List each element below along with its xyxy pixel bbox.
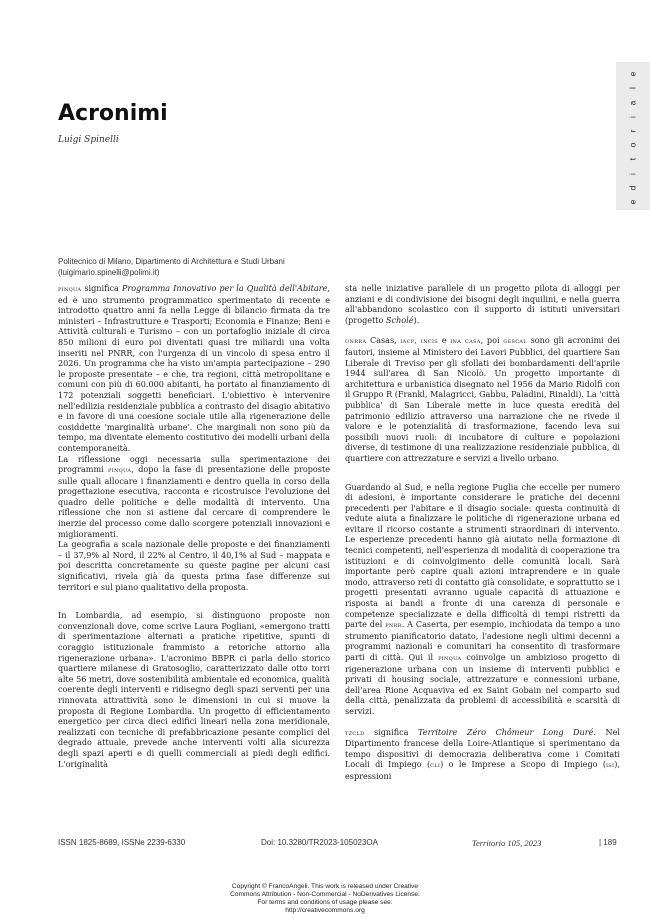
footer-page-number: | 189	[599, 838, 617, 847]
license-line: Commons Attribution - Non-Commercial - NoDerivatives License.	[230, 891, 420, 898]
license-line: For terms and conditions of usage please see:	[257, 899, 393, 906]
license-link[interactable]: http://creativecommons.org	[285, 907, 365, 914]
paragraph: La riflessione oggi necessaria sulla sperimentazione dei programmi pinqua, dopo la fase di presentazione delle proposte sulle quali allocare i finanziamenti e dentro quella in corso della progettazione esecutiva, racconta e ricostruisce l'evoluzione del quadro delle politiche e delle modalità di intervento. Una riflessione che non si astiene dal cercare di comprendere le inerzie del processo come dallo scorgere potenziali innovazioni e miglioramenti.	[58, 453, 330, 539]
paragraph: In Lombardia, ad esempio, si distinguono proposte non convenzionali dove, come scrive Laura Pogliani, «emergono tratti di sperimentazione alternati a pratiche ripetitive, spunti di coraggio istituzionale frammisto a retoriche attorno alla rigenerazione urbana». L'acronimo BBPR ci parla dello storico quartiere milanese di Gratosoglio, caratterizzato dalle otto torri alte 56 metri, dove sostenibilità ambientale ed economica, qualità coerente degli interventi e ridisegno degli spazi serventi per una rinnovata attrattività sono le dimensioni in cui si muove la proposta di Regione Lombardia. Un progetto di efficientamento energetico per circa dieci edifici lineari nella zona meridionale, realizzati con tecniche di prefabbricazione pesante complici del degrado attuale, prevede anche interventi volti alla sicurezza degli spazi aperti e di quelli commerciali ai piedi degli edifici. L'originalità	[58, 610, 330, 769]
footer-issn: ISSN 1825-8689, ISSNe 2239-6330	[58, 838, 186, 847]
footer-journal: Territorio 105, 2023	[472, 838, 542, 848]
paragraph: pinqua significa Programma Innovativo per la Qualità dell'Abitare, ed è uno strumento programmatico sperimentato di recente e introdotto quattro anni fa nella Legge di bilancio firmata da tre ministeri – Infrastrutture e Trasporti; Economia e Finanze; Beni e Attività culturali e Turismo – con un portafoglio iniziale di circa 850 milioni di euro poi diventati quasi tre miliardi una volta inseriti nel PNRR, con l'urgenza di un vincolo di spesa entro il 2026. Un programma che ha visto un'ampia partecipazione – 290 le proposte presentate – e che, tra regioni, città metropolitane e comuni con più di 60.000 abitanti, ha portato al finanziamento di 172 potenziali soggetti beneficiari. L'obiettivo è intervenire nell'edilizia residenziale pubblica a contrasto del disagio abitativo e in favore di una coesione sociale utile alla rigenerazione delle cosiddette 'marginalità urbane'. Che marginali non sono più da tempo, ma diventate elemento costitutivo dei modelli urbani della contemporaneità.	[58, 283, 330, 453]
section-tab-letter: e	[627, 198, 638, 205]
section-tab-letter: d	[627, 184, 638, 191]
footer-doi: Doi: 10.3280/TR2023-105023OA	[261, 838, 378, 847]
section-tab-letter: a	[627, 99, 638, 105]
section-tab-letter: o	[627, 141, 638, 148]
license-line: Copyright © FrancoAngeli. This work is released under Creative	[231, 883, 419, 890]
section-tab-letter: l	[627, 86, 638, 90]
paragraph: Guardando al Sud, e nella regione Puglia che eccelle per numero di adesioni, è importante considerare le pratiche dei decenni precedenti per l'abitare e il disagio sociale: questa continuità di vedute aiuta a finalizzare le politiche di rigenerazione urbana ed evitare il ricorso costante a strumenti straordinari di intervento. Le esperienze precedenti hanno già aiutato nella formazione di tecnici competenti, nell'esperienza di modalità di cooperazione tra istituzioni e di coinvolgimento delle comunità locali. Sarà importante però capire quali azioni intraprendere e in quale modo, attraverso reti di contatto già consolidate, e soprattutto se i progetti presentati avranno uguale capacità di attuazione e risposta ai bandi a fronte di una carenza di personale e competenze specializzate e della difficoltà di tempi ristretti da parte del pnrr. A Caserta, per esempio, inchiodata da tempo a uno strumento pianificatorio datato, l'adesione negli ultimi decenni a programmi nazionali e comunitari ha consentito di trasformare parti di città. Qui il pinqua coinvolge un ambizioso progetto di rigenerazione urbana con un insieme di interventi pubblici e privati di housing sociale, attrezzature e connessioni urbane, dell'area Rione Acquaviva ed ex Saint Gobain nel comparto sud della città, penalizzata da problemi di accessibilità e scarsità di servizi.	[345, 481, 621, 716]
section-tab-letter: r	[627, 128, 638, 133]
paragraph: unrra Casas, iacp, incis e ina casa, poi gescal sono gli acronimi dei fautori, insieme al Ministero dei Lavori Pubblici, del quartiere San Liberale di Treviso per gli sfollati dei bombardamenti dell'aprile 1944 sull'area di San Nicolò. Un progetto importante di architettura e urbanistica disegnato nel 1956 da Mario Ridolfi con il Gruppo R (Frankl, Malagricci, Gabbu, Paladini, Rinaldi). La 'città pubblica' di San Liberale mette in luce questa eredità del patrimonio edilizio attraverso una narrazione che ne rivede il valore e le potenzialità di trasformazione, facendo leva sui possibili nuovi ruoli: di incubatore di culture e popolazioni diverse, di testimone di una realizzazione residenziale pubblica, di quartiere con attrezzature e servizi a livello urbano.	[345, 335, 620, 463]
section-tab-letter: e	[627, 70, 638, 77]
paragraph: tzcld significa Territoire Zéro Chômeur Long Duré. Nel Dipartimento francese della Loire-Atlantique si sperimentano da tempo dispositivi di democrazia deliberativa come i Comitati Locali di Impiego (cli) o le Imprese a Scopo di Impiego (isi), espressioni	[345, 726, 620, 781]
section-tab-letter: t	[627, 157, 638, 161]
license-notice	[0, 883, 650, 915]
article-title: Acronimi	[58, 101, 168, 126]
section-tab-letter: i	[627, 171, 638, 175]
paragraph: sta nelle iniziative parallele di un progetto pilota di alloggi per anziani e di condivisione dei bisogni degli inquilini, e nella guerra all'abbandono scolastico con il supporto di istituti universitari (progetto Scholé).	[345, 283, 620, 325]
author-affiliation	[58, 256, 338, 278]
left-column	[58, 283, 330, 769]
section-tab	[616, 62, 650, 210]
section-tab-letter: i	[627, 114, 638, 118]
affiliation-line: Politecnico di Milano, Dipartimento di Architettura e Studi Urbani	[58, 257, 285, 266]
paragraph: La geografia a scala nazionale delle proposte e dei finanziamenti – il 37,9% al Nord, il 22% al Centro, il 40,1% al Sud – mappata e poi descritta concretamente su queste pagine per alcuni casi significativi, rivela già da questa prima fase differenze sui territori e sul piano qualitativo della proposta.	[58, 539, 330, 592]
right-column	[345, 283, 620, 782]
article-author: Luigi Spinelli	[58, 135, 119, 145]
affiliation-email: (luigimario.spinelli@polimi.it)	[58, 268, 160, 277]
